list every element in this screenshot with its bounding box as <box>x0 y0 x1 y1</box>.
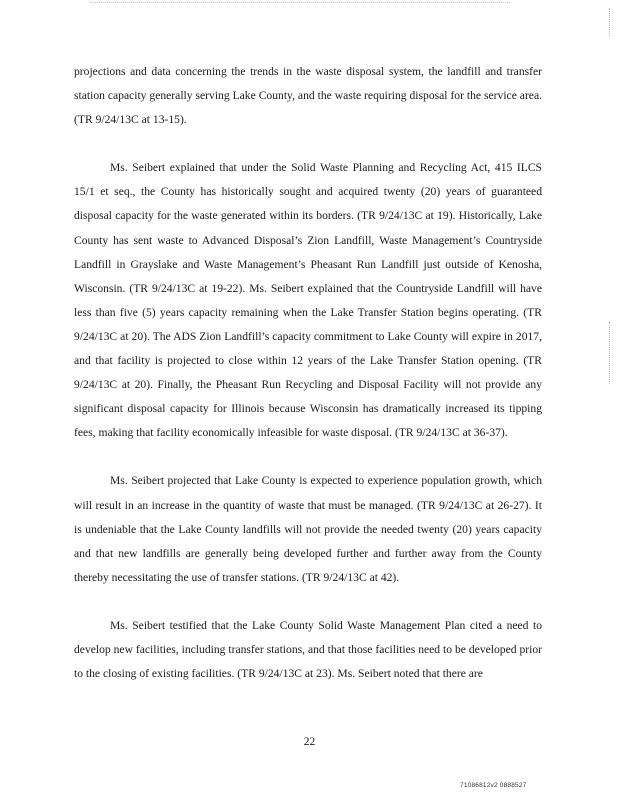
paragraph-1: projections and data concerning the trends in the waste disposal system, the landfill and transfer station capacity generally serving Lake County, and the waste requiring disposal for the service area. (TR 9/24/13C at 13-15). <box>74 65 542 127</box>
paragraph-4: Ms. Seibert testified that the Lake County Solid Waste Management Plan cited a need to develop new facilities, including transfer stations, and that those facilities need to be developed prior to the closing of existing facilities. (TR 9/24/13C at 23). Ms. Seibert noted that there are <box>74 618 542 681</box>
scan-artifact-margin-mid <box>609 322 611 384</box>
scan-artifact-margin-top <box>609 8 611 36</box>
document-id: 71086812v2 0888527 <box>460 782 527 789</box>
page-number: 22 <box>303 736 316 748</box>
paragraph-3: Ms. Seibert projected that Lake County is expected to experience population growth, which will result in an increase in the quantity of waste that must be managed. (TR 9/24/13C at 26-27). It is undeniable that the Lake County landfills will not provide the needed twenty (20) years capacity and that new landfills are generally being developed further and further away from the County thereby necessitating the use of transfer stations. (TR 9/24/13C at 42). <box>74 474 542 584</box>
paragraph-2: Ms. Seibert explained that under the Solid Waste Planning and Recycling Act, 415 ILCS 15/1 et seq., the County has historically sought and acquired twenty (20) years of guaranteed disposal capacity for the waste generated within its borders. (TR 9/24/13C at 19). Historically, Lake County has sent waste to Advanced Disposal’s Zion Landfill, Waste Management’s Countryside Landfill in Grayslake and Waste Management’s Pheasant Run Landfill just outside of Kenosha, Wisconsin. (TR 9/24/13C at 19-22). Ms. Seibert explained that the Countryside Landfill will have less than five (5) years capacity remaining when the Lake Transfer Station begins operating. (TR 9/24/13C at 20). The ADS Zion Landfill’s capacity commitment to Lake County will expire in 2017, and that facility is projected to close within 12 years of the Lake Transfer Station opening. (TR 9/24/13C at 20). Finally, the Pheasant Run Recycling and Disposal Facility will not provide any significant disposal capacity for Illinois because Wisconsin has dramatically increased its tipping fees, making that facility economically infeasible for waste disposal. (TR 9/24/13C at 36-37). <box>74 161 542 440</box>
body-text <box>74 60 542 686</box>
scan-artifact-top <box>90 2 510 4</box>
